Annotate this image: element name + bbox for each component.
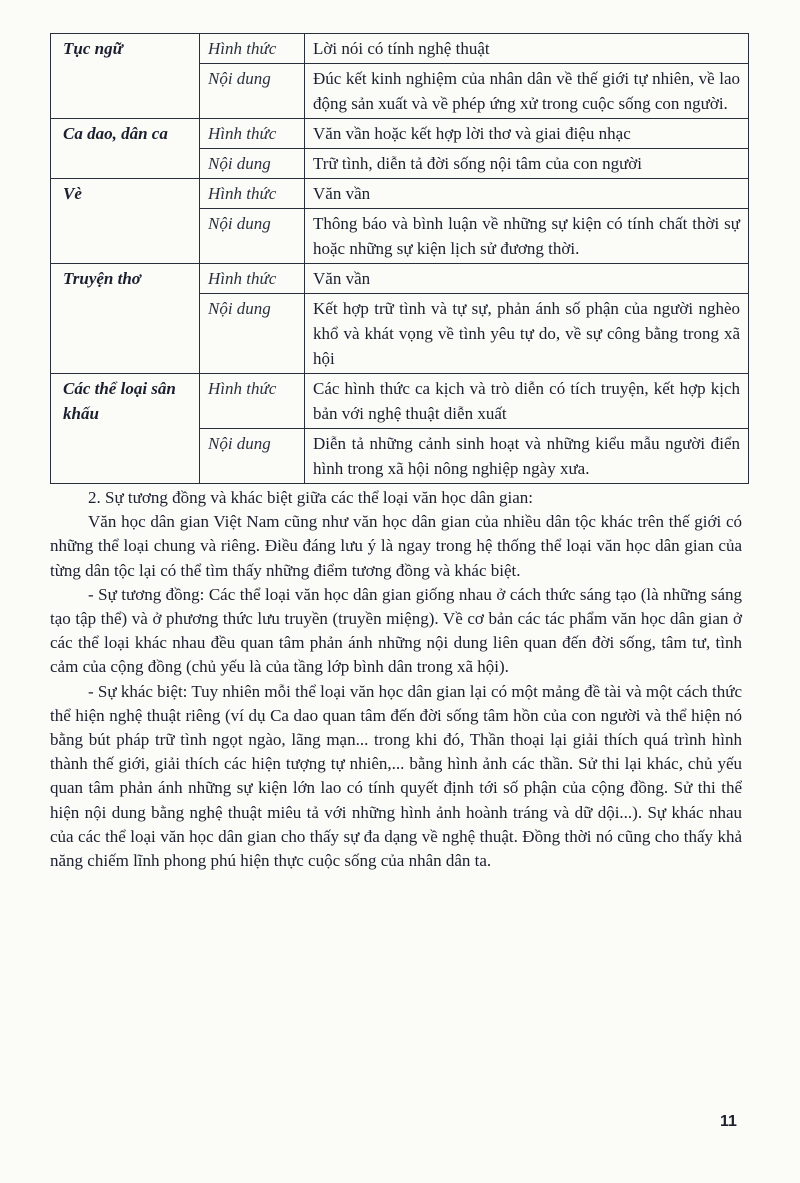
aspect-description: Kết hợp trữ tình và tự sự, phản ánh số phận của người nghèo khổ và khát vọng về tình yêu tự do, về sự công bằng trong xã hội xyxy=(305,294,749,374)
aspect-description: Diễn tả những cảnh sinh hoạt và những kiểu mẫu người điển hình trong xã hội nông nghiệp ngày xưa. xyxy=(305,429,749,484)
aspect-label: Hình thức xyxy=(200,34,305,64)
table-row xyxy=(51,119,749,149)
body-text xyxy=(50,486,742,873)
paragraph: Văn học dân gian Việt Nam cũng như văn học dân gian của nhiều dân tộc khác trên thế giới có những thể loại chung và riêng. Điều đáng lưu ý là ngay trong hệ thống thể loại văn học dân gian của từng dân tộc lại có thể tìm thấy những điểm tương đồng và khác biệt. xyxy=(50,512,742,580)
aspect-label: Nội dung xyxy=(200,294,305,374)
aspect-description: Văn vần xyxy=(305,264,749,294)
aspect-label: Hình thức xyxy=(200,119,305,149)
genre-table xyxy=(50,33,749,484)
table-row xyxy=(51,264,749,294)
aspect-description: Đúc kết kinh nghiệm của nhân dân về thế giới tự nhiên, về lao động sản xuất và về phép ứng xử trong cuộc sống con người. xyxy=(305,64,749,119)
paragraph: - Sự khác biệt: Tuy nhiên mỗi thể loại văn học dân gian lại có một mảng đề tài và một cách thức thể hiện nghệ thuật riêng (ví dụ Ca dao quan tâm đến đời sống tâm hồn của con người và thể hiện nó bằng bút pháp trữ tình ngọt ngào, lãng mạn... trong khi đó, Thần thoại lại giải thích quá trình hình thành thế giới, giải thích các hiện tượng tự nhiên,... bằng hình ảnh các thần. Sử thi lại khác, chủ yếu quan tâm phản ánh những sự kiện lớn lao có tính quyết định tới số phận của cộng đồng. Sử thi thể hiện nội dung bằng nghệ thuật miêu tả với những hình ảnh hoành tráng và dữ dội...). Sự khác nhau của các thể loại văn học dân gian cho thấy sự đa dạng về nghệ thuật. Đồng thời nó cũng cho thấy khả năng chiếm lĩnh phong phú hiện thực cuộc sống của nhân dân ta. xyxy=(50,681,742,871)
aspect-label: Hình thức xyxy=(200,374,305,429)
aspect-description: Văn vần hoặc kết hợp lời thơ và giai điệu nhạc xyxy=(305,119,749,149)
genre-cell: Truyện thơ xyxy=(51,264,200,374)
aspect-label: Nội dung xyxy=(200,64,305,119)
aspect-label: Hình thức xyxy=(200,179,305,209)
genre-cell: Tục ngữ xyxy=(51,34,200,119)
aspect-description: Trữ tình, diễn tả đời sống nội tâm của con người xyxy=(305,149,749,179)
genre-cell: Các thể loại sân khấu xyxy=(51,374,200,484)
table-row xyxy=(51,374,749,429)
paragraph: - Sự tương đồng: Các thể loại văn học dân gian giống nhau ở cách thức sáng tạo (là những sáng tạo tập thể) và ở phương thức lưu truyền (truyền miệng). Về cơ bản các tác phẩm văn học dân gian ở các thể loại khác nhau đều quan tâm phản ánh những nội dung liên quan đến đời sống, tâm tư, tình cảm của cộng đồng (chủ yếu là của tầng lớp bình dân trong xã hội). xyxy=(50,584,742,677)
page-number: 11 xyxy=(720,1113,737,1130)
table-row xyxy=(51,34,749,64)
aspect-label: Nội dung xyxy=(200,149,305,179)
aspect-label: Hình thức xyxy=(200,264,305,294)
aspect-description: Lời nói có tính nghệ thuật xyxy=(305,34,749,64)
aspect-label: Nội dung xyxy=(200,209,305,264)
genre-cell: Ca dao, dân ca xyxy=(51,119,200,179)
aspect-description: Văn vần xyxy=(305,179,749,209)
aspect-description: Thông báo và bình luận về những sự kiện có tính chất thời sự hoặc những sự kiện lịch sử đương thời. xyxy=(305,209,749,264)
table-row xyxy=(51,179,749,209)
aspect-label: Nội dung xyxy=(200,429,305,484)
aspect-description: Các hình thức ca kịch và trò diễn có tích truyện, kết hợp kịch bản với nghệ thuật diễn xuất xyxy=(305,374,749,429)
genre-cell: Vè xyxy=(51,179,200,264)
section-heading: 2. Sự tương đồng và khác biệt giữa các thể loại văn học dân gian: xyxy=(88,488,533,507)
